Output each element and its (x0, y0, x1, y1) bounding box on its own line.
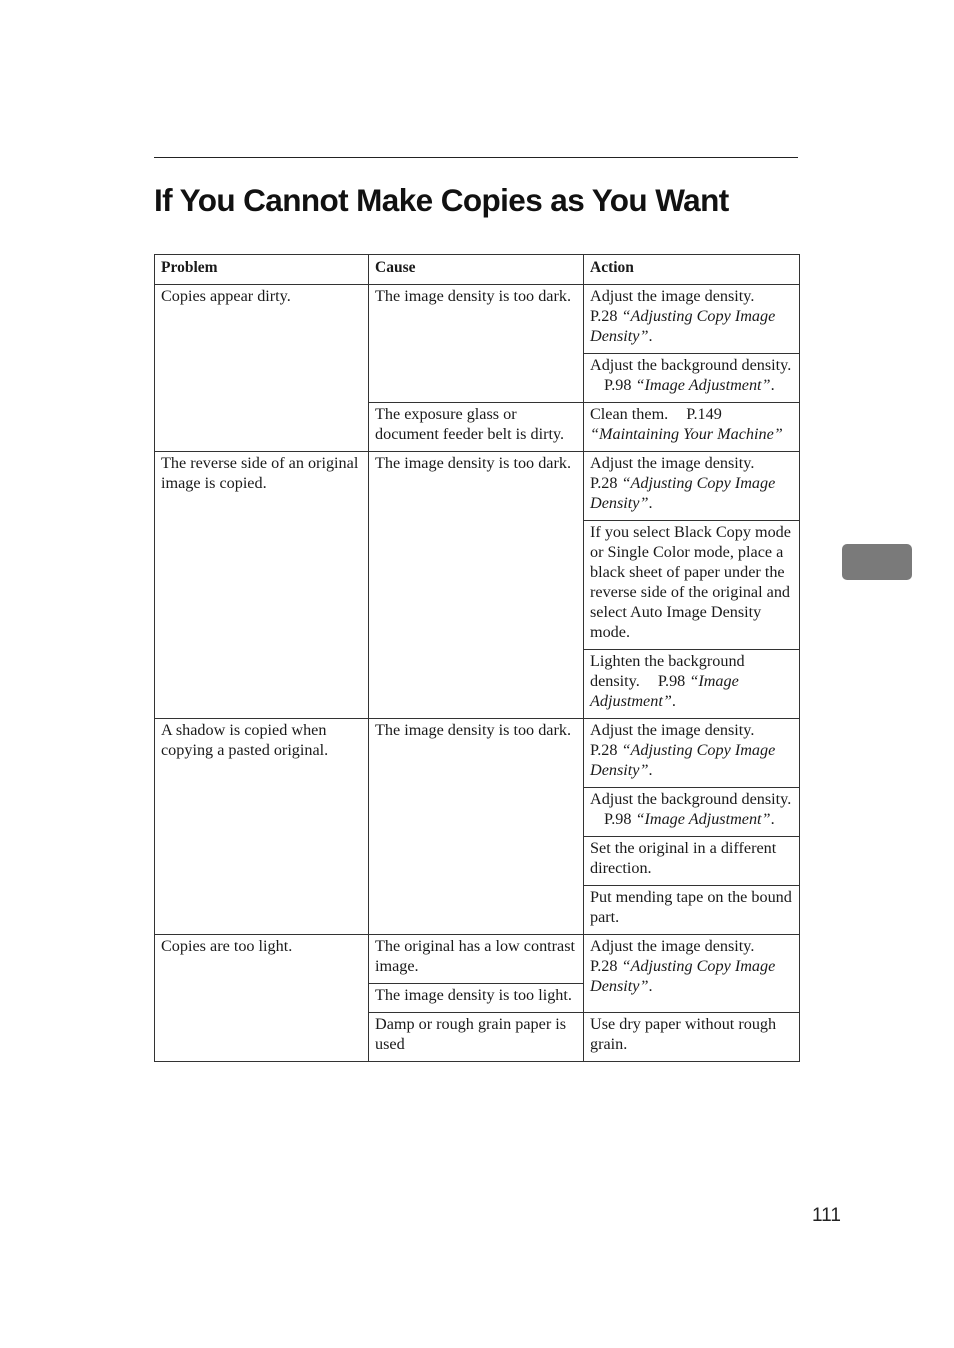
reference-page[interactable]: P.149 (686, 405, 722, 423)
reference-page[interactable]: P.28 (590, 307, 618, 325)
table-row (155, 935, 800, 984)
action-text: Adjust the background density. (590, 356, 792, 374)
action-cell (584, 403, 800, 452)
column-header-action: Action (584, 255, 800, 285)
title-rule (154, 157, 798, 158)
reference-page[interactable]: P.98 (604, 376, 632, 394)
reference-title[interactable]: “Adjusting Copy Image Density” (590, 957, 776, 995)
reference-title[interactable]: “Adjusting Copy Image Density” (590, 474, 776, 512)
action-cell (584, 354, 800, 403)
cause-cell: The image density is too light. (369, 984, 584, 1013)
problem-cell: A shadow is copied when copying a pasted original. (155, 719, 369, 935)
reference-title[interactable]: “Adjusting Copy Image Density” (590, 741, 776, 779)
action-cell: If you select Black Copy mode or Single Color mode, place a black sheet of paper under the reverse side of the original and select Auto Image Density mode. (584, 521, 800, 650)
problem-cell: Copies are too light. (155, 935, 369, 1062)
cause-cell: The original has a low contrast image. (369, 935, 584, 984)
action-text: Adjust the background density. (590, 790, 792, 808)
action-text: Lighten the background density. (590, 652, 745, 690)
action-cell: Put mending tape on the bound part. (584, 886, 800, 935)
problem-cell: Copies appear dirty. (155, 285, 369, 452)
action-cell: Set the original in a different direction. (584, 837, 800, 886)
action-text: Adjust the image density. (590, 454, 755, 472)
column-header-problem: Problem (155, 255, 369, 285)
cause-cell: The image density is too dark. (369, 452, 584, 719)
action-cell (584, 285, 800, 354)
cause-cell: Damp or rough grain paper is used (369, 1013, 584, 1062)
reference-page[interactable]: P.28 (590, 474, 618, 492)
reference-page[interactable]: P.28 (590, 957, 618, 975)
table-row (155, 719, 800, 788)
action-cell (584, 935, 800, 1013)
column-header-cause: Cause (369, 255, 584, 285)
reference-tail: . (770, 376, 775, 394)
chapter-tab (842, 544, 912, 580)
action-cell (584, 788, 800, 837)
action-text: Adjust the image density. (590, 937, 755, 955)
action-text: Adjust the image density. (590, 287, 755, 305)
reference-page[interactable]: P.28 (590, 741, 618, 759)
reference-title[interactable]: “Image Adjustment” (635, 810, 771, 828)
action-cell (584, 452, 800, 521)
reference-title[interactable]: “Image Adjustment” (590, 672, 739, 710)
reference-tail: . (770, 810, 775, 828)
action-text: Clean them. (590, 405, 669, 423)
cause-cell: The image density is too dark. (369, 285, 584, 403)
reference-title[interactable]: “Image Adjustment” (635, 376, 771, 394)
cause-cell: The exposure glass or document feeder belt is dirty. (369, 403, 584, 452)
reference-tail: . (648, 761, 653, 779)
action-cell (584, 719, 800, 788)
page-title: If You Cannot Make Copies as You Want (154, 182, 729, 218)
cause-cell: The image density is too dark. (369, 719, 584, 935)
reference-tail: . (648, 327, 653, 345)
page-number: 111 (812, 1205, 841, 1226)
troubleshooting-table (154, 254, 800, 1062)
reference-page[interactable]: P.98 (657, 672, 686, 690)
action-cell (584, 650, 800, 719)
table-row (155, 452, 800, 521)
reference-tail: . (648, 494, 653, 512)
action-cell: Use dry paper without rough grain. (584, 1013, 800, 1062)
reference-tail: . (671, 692, 676, 710)
reference-title[interactable]: “Maintaining Your Machine” (590, 425, 783, 443)
reference-page[interactable]: P.98 (604, 810, 632, 828)
table-header-row (155, 255, 800, 285)
action-text: Adjust the image density. (590, 721, 755, 739)
problem-cell: The reverse side of an original image is copied. (155, 452, 369, 719)
reference-tail: . (648, 977, 653, 995)
table-row (155, 285, 800, 354)
reference-title[interactable]: “Adjusting Copy Image Density” (590, 307, 776, 345)
